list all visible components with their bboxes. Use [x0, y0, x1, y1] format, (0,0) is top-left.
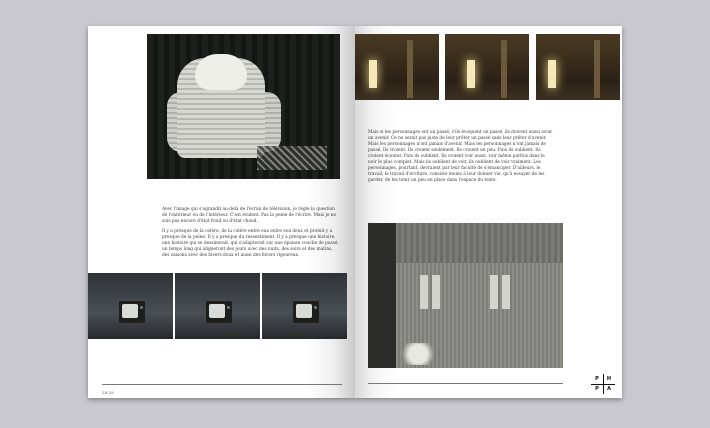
bathrobe-photo: [147, 34, 340, 179]
logo-letter: P: [595, 386, 599, 392]
tv-photo-strip: [88, 273, 355, 339]
left-paragraph-2: Il y a presque de la colère, de la colère entre eux entre eux deux et promit y a presque de la peine. Il y a presque du ressentiment. Il y a presque une histoire, une histoire qui se dessinerait, qui s'adapterait sur une épaisse couche de passé, un temps long qui aligneront des jours avec des nuits, des soirs et des matins, des saisons avec des hivers doux et aussi des hivers rigoureux.: [162, 229, 339, 258]
tv-photo: [175, 273, 260, 339]
book-spread: [88, 26, 622, 398]
tv-photo: [262, 273, 347, 339]
page-number: 28-29: [102, 390, 114, 395]
left-page: [88, 26, 355, 398]
logo-letter: H: [606, 376, 612, 382]
right-body-text: [368, 130, 553, 188]
left-paragraph-1: Avec l'image qui s'agrandit au-delà de l'écran de télévision, je règle la question de l'extérieur ou de l'intérieur. C'est évident. Pas la peine de l'écrire. Mais je ne suis pas encore d'état froid ou d'état chaud.: [162, 207, 337, 224]
publisher-logo: [591, 374, 615, 394]
doorway-photo-strip: [355, 34, 620, 100]
doorway-photo: [445, 34, 529, 100]
doorway-photo: [355, 34, 439, 100]
logo-letter: A: [607, 386, 611, 392]
tv-photo: [88, 273, 173, 339]
building-window-photo: [368, 223, 563, 368]
left-footer-rule: [102, 384, 342, 385]
left-body-text: [162, 207, 340, 263]
right-page: [355, 26, 622, 398]
right-paragraph-1: Mais si les personnages ont un passé, s'ils évoquent un passé, ils doivent aussi avoir un avenir. Ce ne serait pas juste de leur prêter un passé sans leur prêter d'avenir. Mais les personnages n'ont jamais d'avenir. Mais les personnages n'ont jamais de passé. Ils croient. Ils croient seulement. Ils croient un peu. Puis ils oublient. Ils croient écouter. Puis ils oublient. Ils croient voir aussi, voir même parfois dans le noir le plus complet. Mais ils oublient de voir, ils oublient de voir vraiment. Les personnages, pourtant, devraient par leur faculté de s'émanciper. D'ailleurs, le travail, le travail d'écriture, consiste moins à leur donner vie, qu'à essayer de les garder, de les tenir un peu en place dans l'espace du texte.: [368, 130, 553, 183]
right-footer-rule: [368, 383, 563, 384]
logo-letter: P: [595, 376, 599, 382]
doorway-photo: [536, 34, 620, 100]
